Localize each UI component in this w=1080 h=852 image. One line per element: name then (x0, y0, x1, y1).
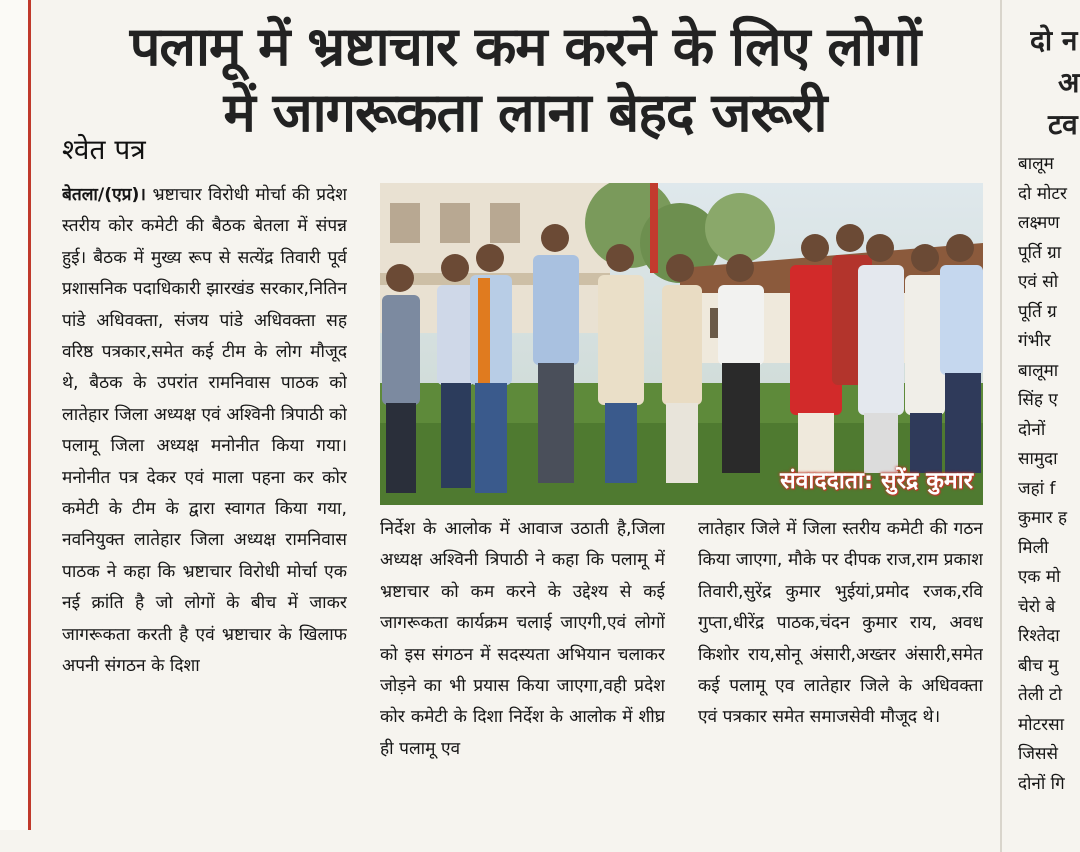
side-headline-fragment: दो न (1030, 24, 1078, 57)
photo-credit: संवाददाता: सुरेंद्र कुमार (780, 468, 973, 494)
column-1-text: भ्रष्टाचार विरोधी मोर्चा की प्रदेश स्तरीय कोर कमेटी की बैठक बेतला में संपन्न हुई। बैठक में मुख्य रूप से सत्येंद्र तिवारी पूर्व प्रशासनिक पदाधिकारी झारखंड सरकार,नितिन पांडे अधिवक्ता, संजय पांडे अधिवक्ता सह वरिष्ठ पत्रकार,समेत कई टीम के लोग मौजूद थे, बैठक के उपरांत रामनिवास पाठक को लातेहार जिला अध्यक्ष एवं अश्विनी त्रिपाठी को पलामू जिला अध्यक्ष मनोनीत किया गया। मनोनीत पत्र देकर एवं माला पहना कर कोर कमेटी के टीम के द्वारा स्वागत किया गया, नवनियुक्त लातेहार जिला अध्यक्ष रामनिवास पाठक ने कहा कि भ्रष्टाचार विरोधी मोर्चा एक नई क्रांति है जो लोगों के बीच में जाकर जागरूकता करती है एवं भ्रष्टाचार के खिलाफ अपनी संगठन के दिशा (62, 185, 347, 677)
section-tag: श्वेत पत्र (62, 133, 146, 166)
side-line: एवं सो (1018, 272, 1059, 292)
dateline: बेतला/(एप्र)। (62, 185, 146, 205)
side-line: दोनों (1018, 419, 1046, 440)
left-border-strip (0, 0, 31, 830)
side-headline-fragment: टव (1048, 108, 1078, 141)
column-divider (1000, 0, 1002, 852)
side-line: सिंह ए (1018, 390, 1058, 410)
headline (55, 14, 995, 146)
side-line: पूर्ति ग्र (1018, 301, 1057, 322)
headline-line-2: में जागरूकता लाना बेहद जरूरी (223, 81, 827, 144)
side-line: कुमार ह (1018, 508, 1068, 528)
side-line: तेली टो (1018, 685, 1062, 705)
side-line: बालूम (1018, 154, 1054, 174)
group-photo-illustration (380, 183, 983, 505)
side-line: मोटरसा (1018, 714, 1064, 735)
article-column-1 (62, 180, 347, 820)
article-column-3: लातेहार जिले में जिला स्तरीय कमेटी की गठन किया जाएगा, मौके पर दीपक राज,राम प्रकाश तिवारी,सुरेंद्र कुमार भुईयां,प्रमोद रजक,रवि गुप्ता,धीरेंद्र पाठक,चंदन कुमार राय, अवध किशोर राय,सोनू अंसारी,अख्तर अंसारी,समेत कई पलामू एव लातेहार जिले के अधिवक्ता एवं पत्रकार समेत समाजसेवी मौजूद थे। (698, 519, 983, 728)
news-photo (380, 183, 983, 505)
side-line: जिससे (1018, 744, 1059, 764)
side-line: मिली (1018, 537, 1049, 558)
side-line: पूर्ति ग्रा (1018, 242, 1062, 263)
side-line: सामुदा (1018, 449, 1058, 469)
side-line: बालूमा (1018, 360, 1059, 381)
side-line: गंभीर (1018, 331, 1051, 351)
side-story-column (1018, 150, 1080, 840)
side-line: चेरो बे (1018, 596, 1056, 617)
side-line: जहां f (1018, 478, 1056, 499)
side-headline-fragment: अ (1058, 66, 1080, 99)
side-line: एक मो (1018, 567, 1061, 587)
side-line: रिश्तेदा (1018, 626, 1060, 646)
side-line: दो मोटर (1018, 183, 1067, 204)
side-story-headline (1030, 20, 1080, 146)
article-column-2: निर्देश के आलोक में आवाज उठाती है,जिला अध्यक्ष अश्विनी त्रिपाठी ने कहा कि पलामू में भ्रष्टाचार को कम करने के उद्देश्य से कई जागरूकता कार्यक्रम चलाई जाएगी,एवं लोगों को इस संगठन में सदस्यता अभियान चलाकर जोड़ने का भी प्रयास किया जाएगा,वही प्रदेश कोर कमेटी के दिशा निर्देश के आलोक में शीघ्र ही पलामू एव (380, 519, 665, 759)
headline-line-1: पलामू में भ्रष्टाचार कम करने के लिए लोगों (129, 15, 921, 78)
side-line: दोनों गि (1018, 773, 1065, 794)
side-line: लक्ष्मण (1018, 213, 1060, 233)
side-line: बीच मु (1018, 655, 1059, 676)
